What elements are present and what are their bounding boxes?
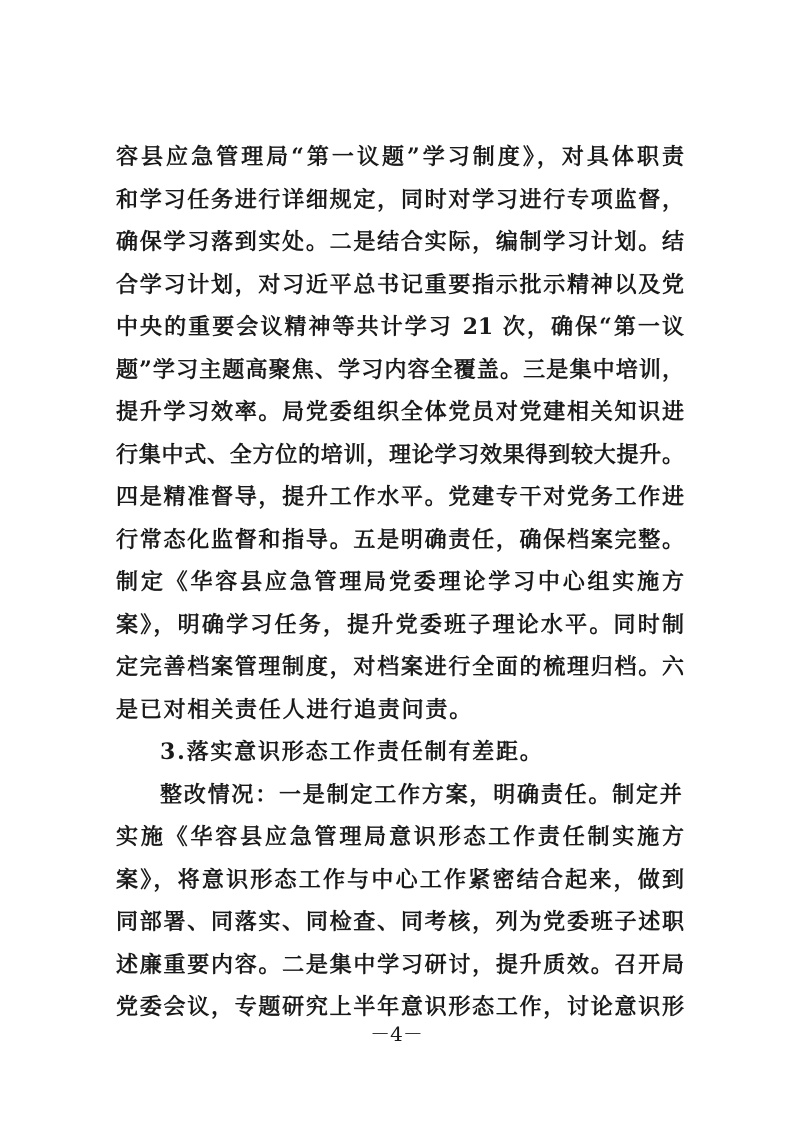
text-line: 同部署、同落实、同检查、同考核，列为党委班子述职 (116, 909, 684, 935)
page-number: －4－ (370, 1022, 423, 1046)
text-line: 容县应急管理局“第一议题”学习制度》，对具体职责 (116, 144, 684, 170)
text-line: 中央的重要会议精神等共计学习 21 次，确保“第一议 (116, 314, 684, 340)
text-line: 案》，明确学习任务，提升党委班子理论水平。同时制 (116, 611, 684, 638)
text-line: 述廉重要内容。二是集中学习研讨，提升质效。召开局 (116, 951, 684, 978)
text-line: 和学习任务进行详细规定，同时对学习进行专项监督， (116, 186, 684, 213)
text-line: 定完善档案管理制度，对档案进行全面的梳理归档。六 (116, 654, 684, 680)
text-line: 案》，将意识形态工作与中心工作紧密结合起来，做到 (116, 866, 684, 893)
text-line: 确保学习落到实处。二是结合实际，编制学习计划。结 (116, 229, 684, 255)
document-body (116, 136, 684, 1029)
text-line: 整改情况：一是制定工作方案，明确责任。制定并 (160, 781, 684, 808)
text-line: 是已对相关责任人进行追责问责。 (116, 696, 474, 723)
text-line: 制定《华容县应急管理局党委理论学习中心组实施方 (116, 569, 684, 595)
text-line: 党委会议，专题研究上半年意识形态工作，讨论意识形 (116, 994, 684, 1020)
section-heading: 3.落实意识形态工作责任制有差距。 (160, 739, 544, 765)
text-line: 合学习计划，对习近平总书记重要指示批示精神以及党 (116, 271, 684, 298)
text-line: 实施《华容县应急管理局意识形态工作责任制实施方 (116, 824, 684, 850)
text-line: 提升学习效率。局党委组织全体党员对党建相关知识进 (116, 399, 684, 425)
text-line: 行常态化监督和指导。五是明确责任，确保档案完整。 (116, 526, 684, 553)
text-line: 行集中式、全方位的培训，理论学习效果得到较大提升。 (116, 441, 684, 468)
text-line: 题”学习主题高聚焦、学习内容全覆盖。三是集中培训， (116, 356, 684, 383)
text-line: 四是精准督导，提升工作水平。党建专干对党务工作进 (116, 484, 684, 510)
